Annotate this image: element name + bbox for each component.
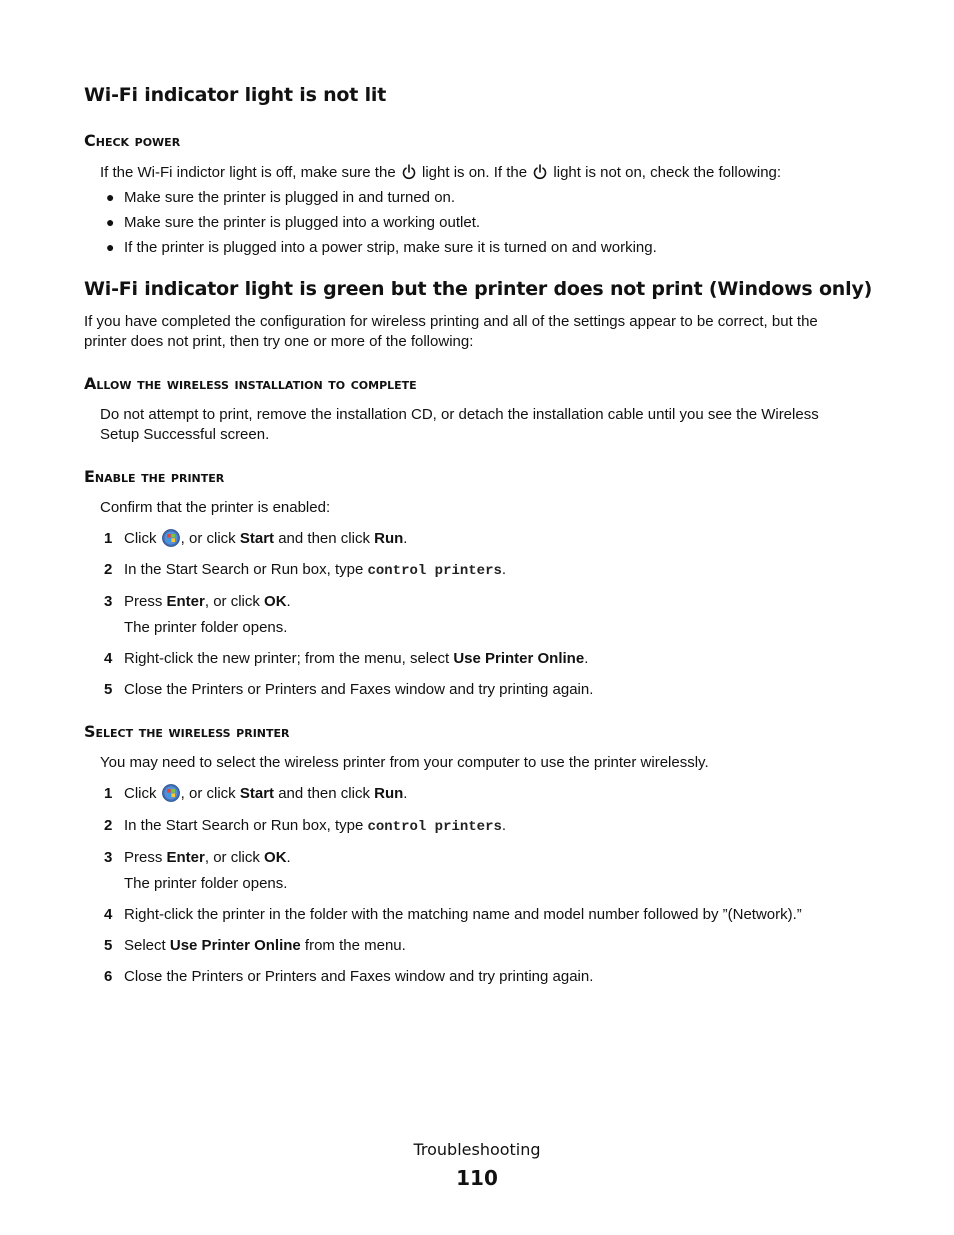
intro-text-c: light is not on, check the following: bbox=[553, 164, 782, 181]
enable-intro: Confirm that the printer is enabled: bbox=[100, 499, 331, 516]
subheading-check-power: Check power bbox=[84, 131, 181, 150]
bullet-icon: ● bbox=[106, 189, 115, 205]
section2-intro: If you have completed the configuration for wireless printing and all of the settings appear to be correct, but the printer does not print, then try one or more of the following: bbox=[84, 313, 818, 350]
allow-install-text: Do not attempt to print, remove the installation CD, or detach the installation cable until you see the Wireless Setup Successful screen. bbox=[100, 406, 819, 443]
windows-start-icon[interactable] bbox=[162, 529, 180, 547]
bullet-icon: ● bbox=[106, 214, 115, 230]
subheading-select-wireless: Select the wireless printer bbox=[84, 722, 290, 741]
check-power-intro bbox=[100, 163, 781, 183]
subheading-enable-printer: Enable the printer bbox=[84, 467, 225, 486]
section-heading-wifi-not-lit: Wi-Fi indicator light is not lit bbox=[84, 84, 387, 106]
enable-step-3-note: The printer folder opens. bbox=[124, 619, 288, 636]
intro-text-a: If the Wi-Fi indictor light is off, make sure the bbox=[100, 164, 396, 181]
select-step-3-note: The printer folder opens. bbox=[124, 875, 288, 892]
intro-text-b: light is on. If the bbox=[422, 164, 528, 181]
windows-start-icon[interactable] bbox=[162, 784, 180, 802]
section-heading-wifi-green: Wi-Fi indicator light is green but the printer does not print (Windows only) bbox=[84, 278, 873, 300]
power-icon bbox=[533, 164, 547, 180]
bullet-icon: ● bbox=[106, 239, 115, 255]
code-snippet: control printers bbox=[367, 563, 502, 579]
page-number: 110 bbox=[456, 1166, 498, 1190]
subheading-allow-install: Allow the wireless installation to complete bbox=[84, 374, 417, 393]
footer-section-label: Troubleshooting bbox=[413, 1140, 541, 1159]
power-icon bbox=[402, 164, 416, 180]
code-snippet: control printers bbox=[367, 819, 502, 835]
select-intro: You may need to select the wireless printer from your computer to use the printer wirelessly. bbox=[100, 754, 709, 771]
